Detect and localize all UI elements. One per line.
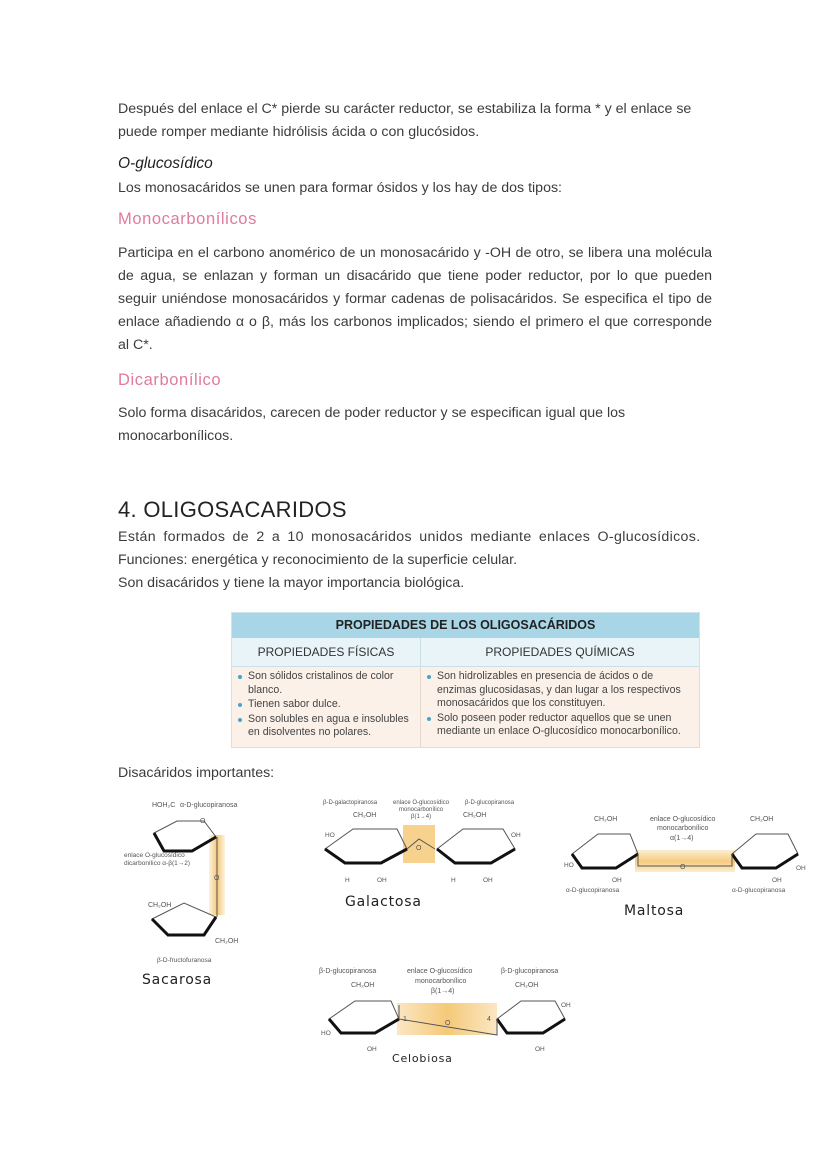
physical-property-item: Son sólidos cristalinos de color blanco.: [236, 670, 416, 697]
svg-text:HO: HO: [564, 862, 574, 869]
celobiosa-group-right: CH₂OH: [515, 982, 539, 989]
sacarosa-bottom-group: CH₂OH: [148, 902, 172, 909]
dicarbonilico-heading: Dicarbonílico: [118, 371, 222, 389]
sacarosa-bond-label-1: enlace O-glucosídico: [124, 852, 185, 859]
svg-text:OH: OH: [612, 877, 622, 884]
maltosa-diagram: [560, 810, 810, 900]
svg-text:H: H: [451, 877, 456, 884]
o-glucosidico-text: Los monosacáridos se unen para formar ósidos y los hay de dos tipos:: [118, 180, 562, 196]
celobiosa-left-label: β-D-glucopiranosa: [319, 968, 377, 975]
svg-text:O: O: [214, 875, 220, 882]
maltosa-label: Maltosa: [624, 903, 685, 919]
intro-paragraph: Después del enlace el C* pierde su carácter reductor, se estabiliza la forma * y el enlace se puede romper mediante hidrólisis ácida o con glucósidos.: [118, 101, 692, 140]
disaccharides-label: Disacáridos importantes:: [118, 765, 275, 781]
carbon-number-1: 1: [403, 1016, 407, 1023]
sacarosa-bond-label-2: dicarbonílico α-β(1→2): [124, 860, 191, 867]
table-title: PROPIEDADES DE LOS OLIGOSACÁRIDOS: [232, 613, 699, 638]
svg-text:OH: OH: [772, 877, 782, 884]
svg-text:OH: OH: [535, 1046, 545, 1053]
section-line-2: Funciones: energética y reconocimiento de la superficie celular.: [118, 552, 518, 568]
chemical-property-item: Son hidrolizables en presencia de ácidos o de enzimas glucosidasas, y dan lugar a los respectivos monosacáridos que los constituyen.: [425, 670, 695, 711]
svg-text:H: H: [345, 877, 350, 884]
maltosa-right-label: α-D-glucopiranosa: [732, 887, 786, 894]
svg-text:OH: OH: [561, 1002, 571, 1009]
svg-text:OH: OH: [483, 877, 493, 884]
section-line-1: Están formados de 2 a 10 monosacáridos unidos mediante enlaces O-glucosídicos.: [118, 529, 701, 545]
monocarbonilicos-paragraph: Participa en el carbono anomérico de un monosacárido y -OH de otro, se libera una molécula de agua, se enlazan y forman un disacárido que tiene poder reductor, por lo que pueden seguir uniéndose monosacáridos y formar cadenas de polisacáridos. Se especifica el tipo de enlace añadiendo α o β, más los carbonos implicados; siendo el primero el que corresponde al C*.: [118, 245, 712, 353]
svg-text:HO: HO: [321, 1030, 331, 1037]
celobiosa-bond-label-3: β(1→4): [431, 988, 455, 995]
chemical-properties-column: [421, 667, 699, 747]
svg-text:OH: OH: [367, 1046, 377, 1053]
celobiosa-right-label: β-D-glucopiranosa: [501, 968, 559, 975]
svg-text:OH: OH: [796, 865, 806, 872]
section-title: 4. OLIGOSACARIDOS: [118, 497, 347, 522]
galactosa-group-left: CH₂OH: [353, 812, 377, 819]
maltosa-bond-label-3: α(1→4): [670, 835, 694, 842]
table-header-physical: PROPIEDADES FÍSICAS: [232, 638, 421, 666]
galactosa-bond-label-2: monocarbonílico: [399, 807, 444, 813]
o-glucosidico-subtitle: O-glucosídico: [118, 155, 213, 172]
maltosa-group-right: CH₂OH: [750, 816, 774, 823]
svg-text:OH: OH: [511, 832, 521, 839]
svg-text:O: O: [200, 818, 206, 825]
galactosa-right-label: β-D-glucopiranosa: [465, 800, 515, 806]
galactosa-group-right: CH₂OH: [463, 812, 487, 819]
maltosa-left-label: α-D-glucopiranosa: [566, 887, 620, 894]
celobiosa-diagram: [315, 963, 580, 1058]
section-line-3: Son disacáridos y tiene la mayor importancia biológica.: [118, 575, 465, 591]
physical-property-item: Son solubles en agua e insolubles en disolventes no polares.: [236, 713, 416, 740]
dicarbonilico-paragraph: Solo forma disacáridos, carecen de poder reductor y se especifican igual que los monocarbonílicos.: [118, 405, 626, 444]
celobiosa-group-left: CH₂OH: [351, 982, 375, 989]
svg-text:OH: OH: [377, 877, 387, 884]
maltosa-bond-label-2: monocarbonílico: [657, 825, 709, 832]
sacarosa-top-label: α-D-glucopiranosa: [180, 802, 238, 809]
bond-highlight: [403, 825, 435, 863]
monocarbonilicos-heading: Monocarbonílicos: [118, 210, 257, 228]
table-header-chemical: PROPIEDADES QUÍMICAS: [485, 645, 635, 659]
galactosa-left-label: β-D-galactopiranosa: [323, 800, 378, 806]
celobiosa-bond-label-1: enlace O-glucosídico: [407, 968, 473, 975]
maltosa-bond-label-1: enlace O-glucosídico: [650, 816, 716, 823]
maltosa-group-left: CH₂OH: [594, 816, 618, 823]
sacarosa-bottom-label: β-D-fructofuranosa: [157, 957, 212, 964]
svg-text:O: O: [445, 1020, 451, 1027]
sacarosa-top-group: HOH₂C: [152, 802, 176, 809]
physical-properties-column: [232, 667, 421, 747]
galactosa-bond-label-3: β(1→4): [411, 814, 432, 820]
sacarosa-label: Sacarosa: [142, 972, 213, 988]
svg-text:O: O: [416, 845, 422, 852]
galactosa-diagram: [315, 797, 525, 892]
properties-table: [231, 612, 700, 748]
sacarosa-diagram: [112, 795, 262, 970]
sacarosa-bottom-group2: CH₂OH: [215, 938, 239, 945]
celobiosa-label: Celobiosa: [392, 1052, 453, 1065]
galactosa-label: Galactosa: [345, 894, 422, 910]
chemical-property-item: Solo poseen poder reductor aquellos que se unen mediante un enlace O-glucosídico monocarbonílico.: [425, 712, 695, 739]
bond-highlight: [397, 1003, 497, 1035]
svg-text:O: O: [680, 864, 686, 871]
carbon-number-4: 4: [487, 1016, 491, 1023]
celobiosa-bond-label-2: monocarbonílico: [415, 978, 467, 985]
physical-property-item: Tienen sabor dulce.: [236, 698, 416, 712]
galactosa-bond-label-1: enlace O-glucosídico: [393, 800, 450, 806]
svg-text:HO: HO: [325, 832, 335, 839]
